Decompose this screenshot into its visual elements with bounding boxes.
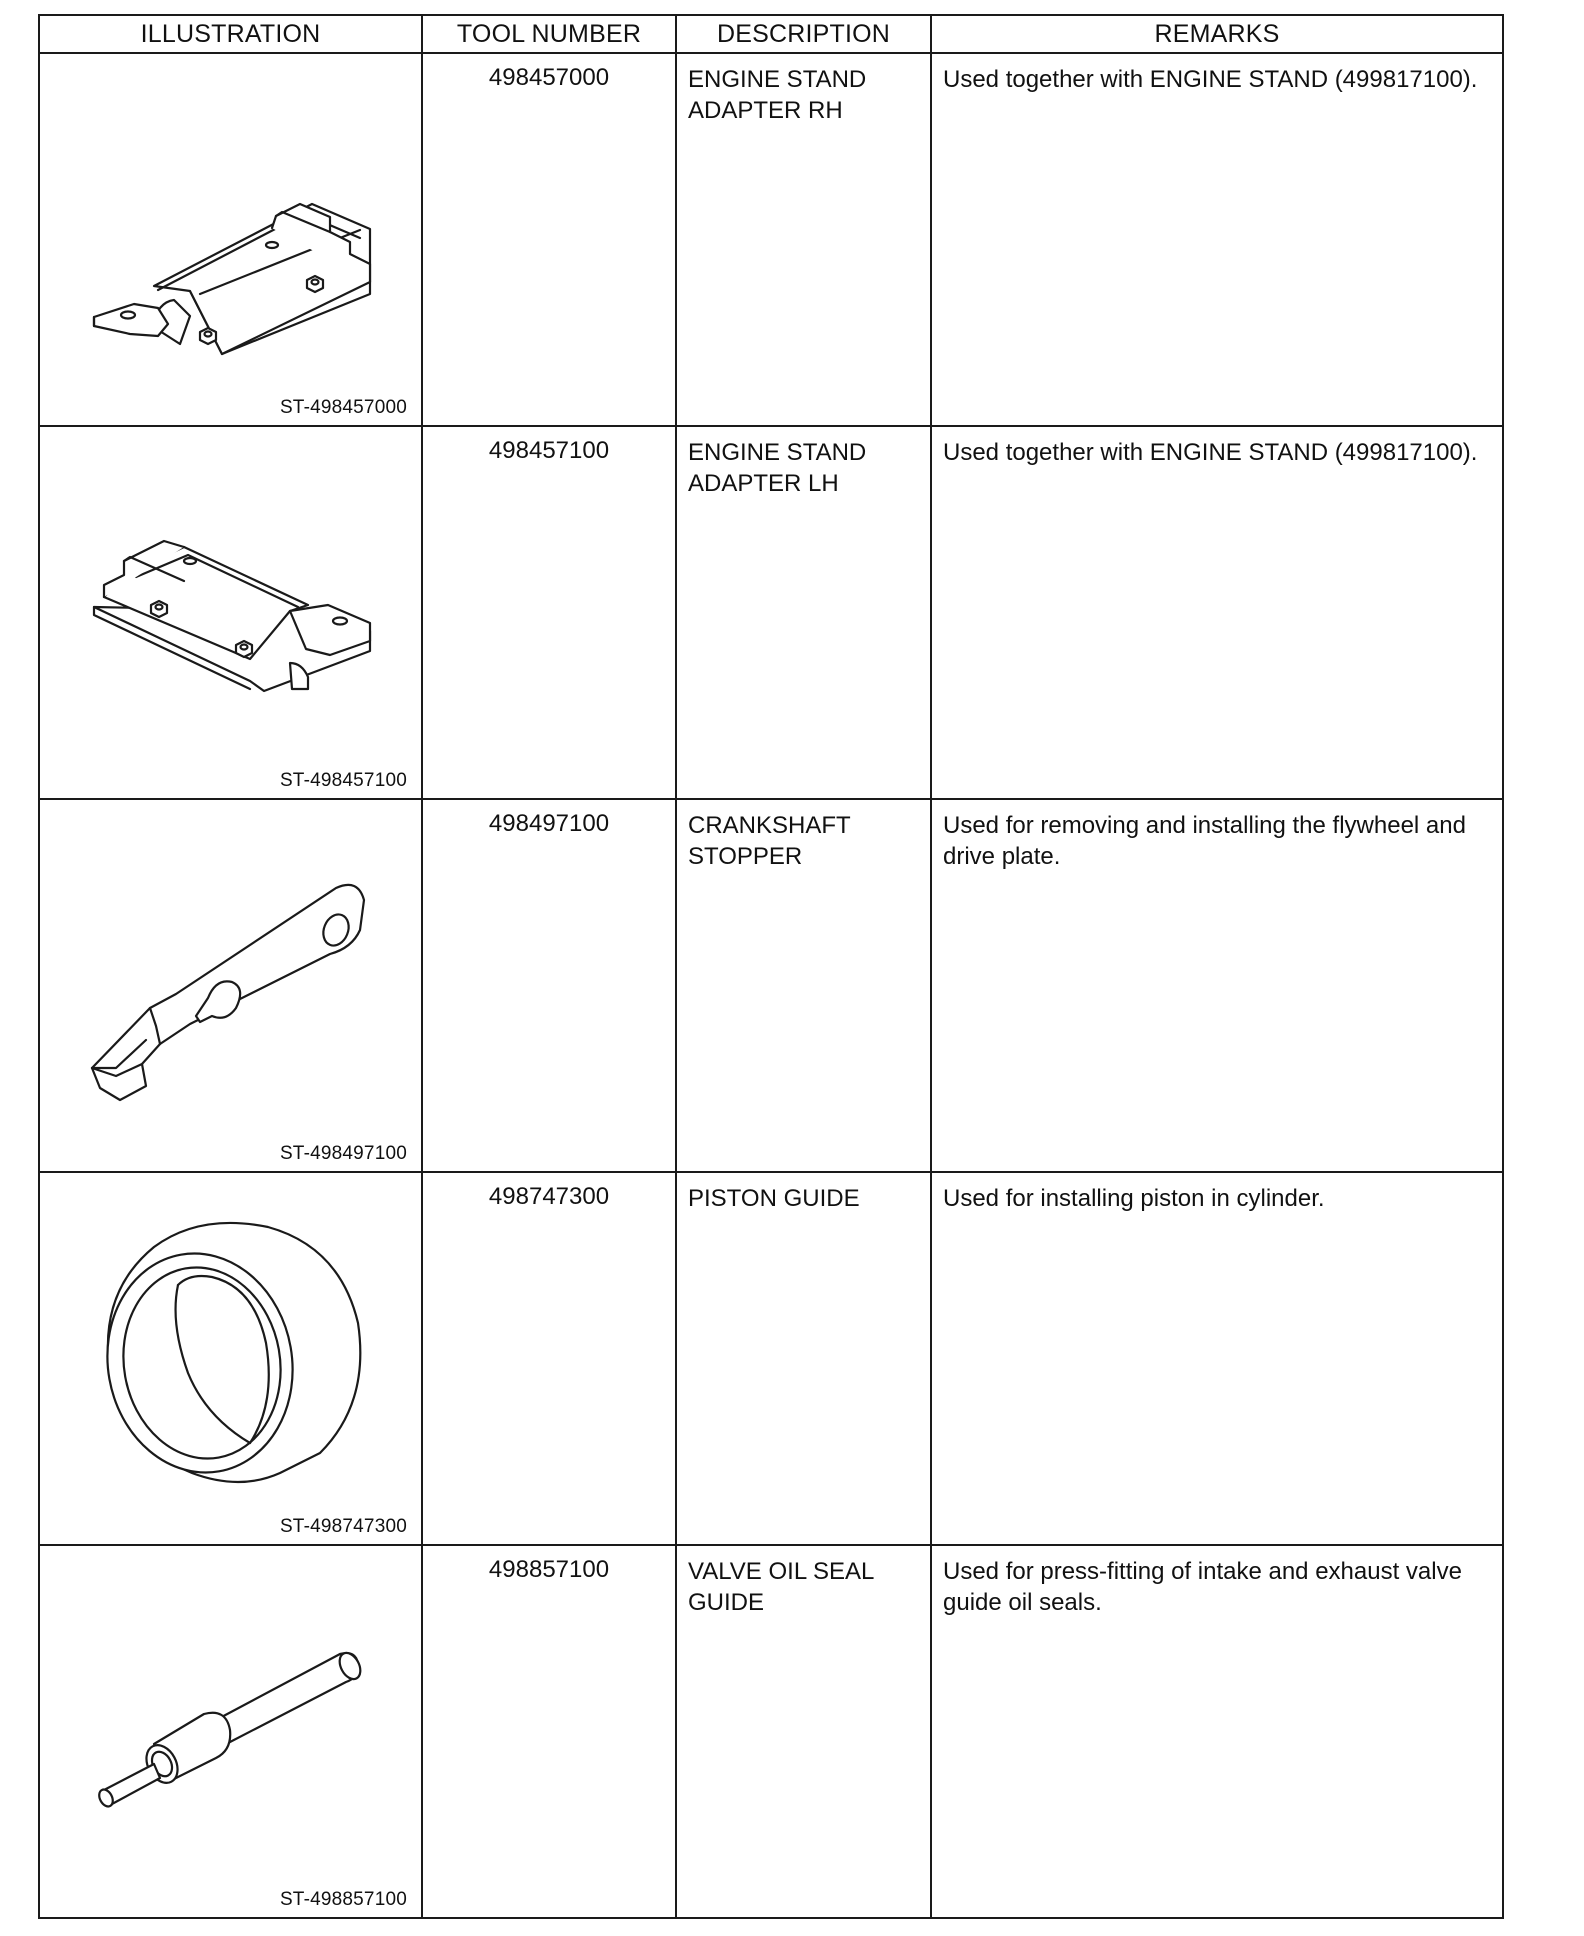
header-illustration: ILLUSTRATION bbox=[39, 15, 422, 53]
header-tool-number: TOOL NUMBER bbox=[422, 15, 676, 53]
crankshaft-stopper-illustration bbox=[40, 800, 421, 1171]
engine-stand-adapter-lh-illustration bbox=[40, 427, 421, 798]
table-row bbox=[39, 799, 1503, 1172]
header-row bbox=[39, 15, 1503, 53]
illustration-cell bbox=[39, 53, 422, 426]
header-description: DESCRIPTION bbox=[676, 15, 931, 53]
table-row bbox=[39, 53, 1503, 426]
illustration-cell bbox=[39, 799, 422, 1172]
tool-remarks: Used together with ENGINE STAND (499817100). bbox=[931, 426, 1503, 799]
illustration-cell bbox=[39, 426, 422, 799]
special-tools-table bbox=[38, 14, 1504, 1919]
tool-number: 498857100 bbox=[422, 1545, 676, 1918]
st-code: ST-498457100 bbox=[279, 770, 407, 791]
illustration-cell bbox=[39, 1172, 422, 1545]
tool-description: PISTON GUIDE bbox=[676, 1172, 931, 1545]
st-code: ST-498857100 bbox=[279, 1889, 407, 1910]
tool-remarks: Used for press-fitting of intake and exhaust valve guide oil seals. bbox=[931, 1545, 1503, 1918]
table-row bbox=[39, 1545, 1503, 1918]
tool-remarks: Used for removing and installing the flywheel and drive plate. bbox=[931, 799, 1503, 1172]
st-code: ST-498747300 bbox=[279, 1516, 407, 1537]
tool-remarks: Used for installing piston in cylinder. bbox=[931, 1172, 1503, 1545]
header-remarks: REMARKS bbox=[931, 15, 1503, 53]
table-row bbox=[39, 1172, 1503, 1545]
tool-description: ENGINE STAND ADAPTER LH bbox=[676, 426, 931, 799]
tool-number: 498747300 bbox=[422, 1172, 676, 1545]
piston-guide-illustration bbox=[40, 1173, 421, 1544]
tool-description: VALVE OIL SEAL GUIDE bbox=[676, 1545, 931, 1918]
tool-number: 498457000 bbox=[422, 53, 676, 426]
table-row bbox=[39, 426, 1503, 799]
illustration-cell bbox=[39, 1545, 422, 1918]
engine-stand-adapter-rh-illustration bbox=[40, 54, 421, 425]
tool-description: CRANKSHAFT STOPPER bbox=[676, 799, 931, 1172]
tool-number: 498457100 bbox=[422, 426, 676, 799]
tool-description: ENGINE STAND ADAPTER RH bbox=[676, 53, 931, 426]
st-code: ST-498457000 bbox=[279, 397, 407, 418]
tool-remarks: Used together with ENGINE STAND (499817100). bbox=[931, 53, 1503, 426]
valve-oil-seal-guide-illustration bbox=[40, 1546, 421, 1917]
tool-number: 498497100 bbox=[422, 799, 676, 1172]
st-code: ST-498497100 bbox=[279, 1143, 407, 1164]
